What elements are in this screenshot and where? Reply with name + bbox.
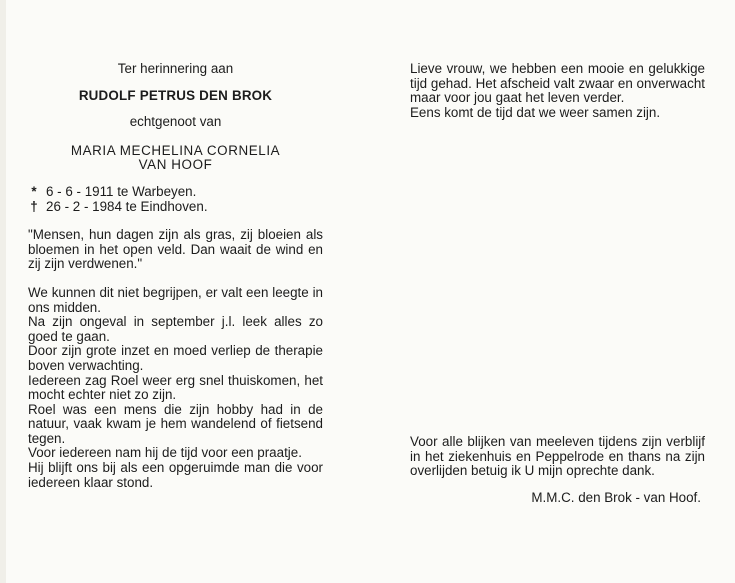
deceased-name: RUDOLF PETRUS DEN BROK — [78, 87, 273, 103]
left-page — [28, 62, 323, 490]
intro-line: Ter herinnering aan — [117, 61, 234, 76]
paragraph-2: Na zijn ongeval in september j.l. leek alles zo goed te gaan. — [28, 314, 323, 344]
paragraph-6: Voor iedereen nam hij de tijd voor een praatje. — [28, 445, 302, 461]
personal-message-closing: Eens komt de tijd dat we weer samen zijn. — [410, 104, 661, 120]
death-text: 26 - 2 - 1984 te Eindhoven. — [46, 198, 208, 214]
thanks-block — [410, 435, 705, 505]
cross-icon: † — [30, 198, 38, 214]
spouse-name-line2: VAN HOOF — [138, 157, 213, 173]
birth-star-icon: * — [31, 183, 37, 199]
death-line — [28, 200, 323, 215]
right-page — [410, 62, 705, 120]
thanks-message: Voor alle blijken van meeleven tijdens zijn verblijf in het ziekenhuis en Peppelrode en thans na zijn overlijden betuig ik U mijn oprechte dank. — [410, 434, 705, 479]
paragraph-5: Roel was een mens die zijn hobby had in de natuur, vaak kwam je hem wandelend of fietsend tegen. — [28, 401, 323, 446]
personal-message: Lieve vrouw, we hebben een mooie en gelukkige tijd gehad. Het afscheid valt zwaar en onverwacht maar voor jou gaat het leven verder. — [410, 61, 705, 106]
spouse-name-line1: MARIA MECHELINA CORNELIA — [70, 142, 281, 158]
bible-quote: "Mensen, hun dagen zijn als gras, zij bloeien als bloemen in het open veld. Dan waait de wind en zij zijn verdwenen." — [28, 227, 323, 272]
relation-line: echtgenoot van — [129, 114, 222, 130]
birth-text: 6 - 6 - 1911 te Warbeyen. — [46, 183, 197, 199]
paragraph-7: Hij blijft ons bij als een opgeruimde man die voor iedereen klaar stond. — [28, 460, 323, 490]
paragraph-1: We kunnen dit niet begrijpen, er valt een leegte in ons midden. — [28, 284, 323, 315]
paragraph-3: Door zijn grote inzet en moed verliep de therapie boven verwachting. — [28, 343, 323, 373]
paragraph-4: Iedereen zag Roel weer erg snel thuiskomen, het mocht echter niet zo zijn. — [28, 372, 323, 403]
birth-line — [28, 185, 323, 200]
signature: M.M.C. den Brok - van Hoof. — [531, 489, 701, 505]
